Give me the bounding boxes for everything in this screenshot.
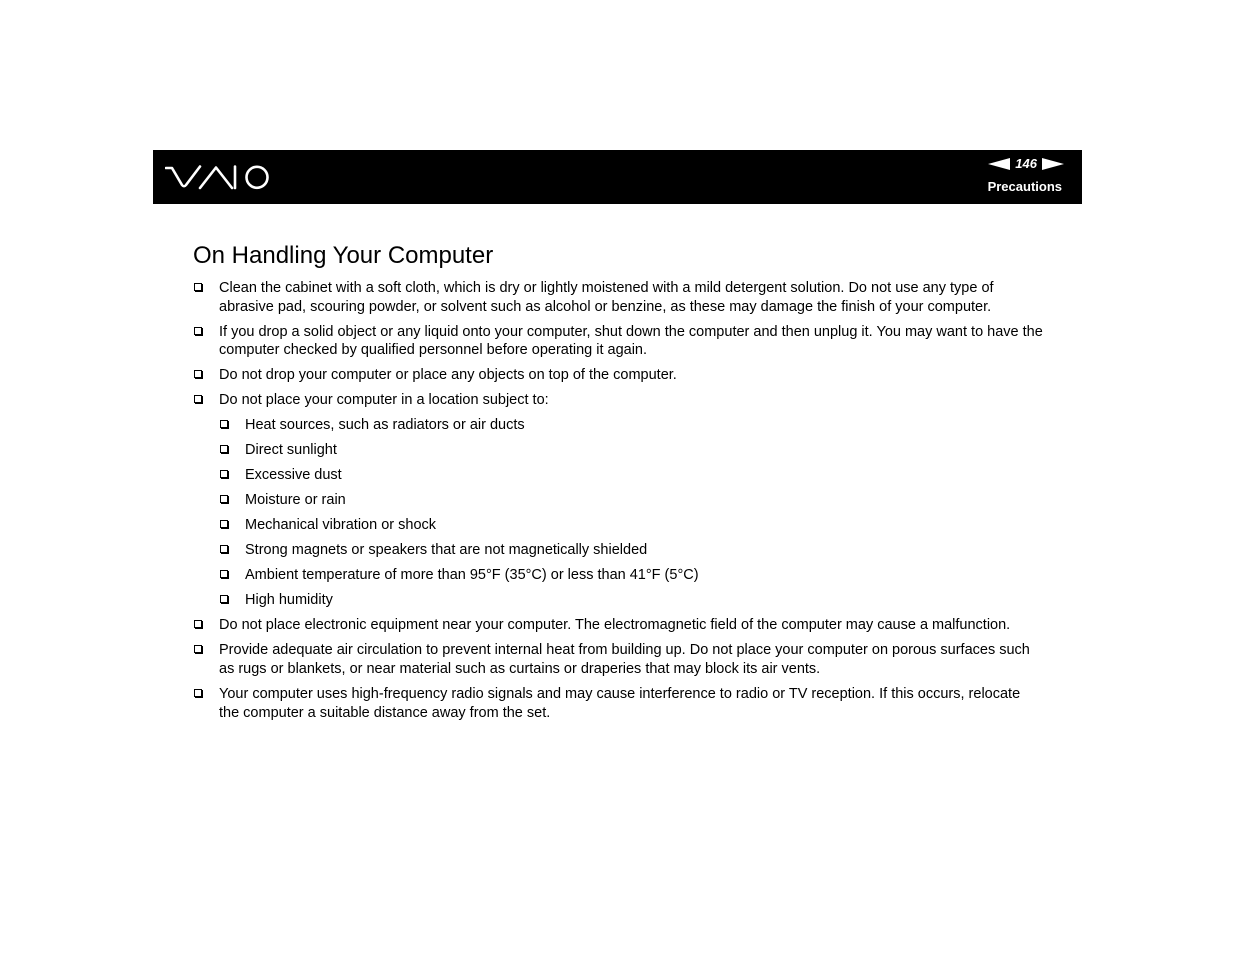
sub-list-item-text: Heat sources, such as radiators or air ducts (245, 417, 525, 434)
page-navigation (988, 156, 1064, 172)
list-item-text: Provide adequate air circulation to prevent internal heat from building up. Do not place your computer on porous surfaces such as rugs or blankets, or near material such as curtains or draperies that may block its air vents. (219, 642, 1030, 678)
precautions-list (193, 279, 1043, 723)
checkbox-bullet-icon (194, 689, 202, 697)
sub-list-item-text: Ambient temperature of more than 95°F (35°C) or less than 41°F (5°C) (245, 567, 699, 584)
list-item-text: Do not place electronic equipment near your computer. The electromagnetic field of the computer may cause a malfunction. (219, 617, 1011, 634)
checkbox-bullet-icon (220, 545, 228, 553)
checkbox-bullet-icon (220, 520, 228, 528)
sub-list-item-text: Strong magnets or speakers that are not magnetically shielded (245, 542, 648, 559)
sub-list-item-text: High humidity (245, 592, 333, 609)
header-bar (153, 150, 1082, 204)
right-arrow-icon[interactable] (1042, 158, 1064, 170)
list-item (193, 366, 1043, 385)
left-arrow-icon[interactable] (988, 158, 1010, 170)
page-title: On Handling Your Computer (193, 242, 494, 269)
list-item-text: If you drop a solid object or any liquid onto your computer, shut down the computer and then unplug it. You may want to have the computer checked by qualified personnel before operating it again. (219, 323, 1043, 359)
list-item (193, 641, 1043, 678)
section-label: Precautions (987, 179, 1062, 194)
checkbox-bullet-icon (220, 445, 228, 453)
list-item (193, 279, 1043, 316)
sub-list-item (219, 516, 1043, 535)
list-item (193, 616, 1043, 635)
checkbox-bullet-icon (220, 595, 228, 603)
sub-list-item (219, 566, 1043, 585)
content (193, 279, 1043, 729)
sub-list-item (219, 441, 1043, 460)
location-sublist (219, 416, 1043, 610)
checkbox-bullet-icon (220, 570, 228, 578)
sub-list-item-text: Direct sunlight (245, 442, 337, 459)
list-item (193, 685, 1043, 722)
checkbox-bullet-icon (194, 370, 202, 378)
list-item-text: Do not place your computer in a location subject to: (219, 392, 549, 409)
sub-list-item (219, 416, 1043, 435)
checkbox-bullet-icon (194, 327, 202, 335)
checkbox-bullet-icon (220, 470, 228, 478)
checkbox-bullet-icon (194, 395, 202, 403)
checkbox-bullet-icon (194, 645, 202, 653)
sub-list-item (219, 466, 1043, 485)
sub-list-item (219, 541, 1043, 560)
page-number: 146 (1015, 156, 1037, 171)
checkbox-bullet-icon (220, 420, 228, 428)
sub-list-item-text: Excessive dust (245, 467, 342, 484)
sub-list-item-text: Mechanical vibration or shock (245, 517, 437, 534)
list-item-text: Your computer uses high-frequency radio signals and may cause interference to radio or TV reception. If this occurs, relocate the computer a suitable distance away from the set. (219, 686, 1021, 721)
list-item (193, 391, 1043, 610)
checkbox-bullet-icon (194, 620, 202, 628)
list-item (193, 323, 1043, 360)
checkbox-bullet-icon (220, 495, 228, 503)
sub-list-item (219, 491, 1043, 510)
list-item-text: Do not drop your computer or place any objects on top of the computer. (219, 367, 677, 384)
vaio-logo (165, 164, 271, 190)
sub-list-item (219, 591, 1043, 610)
checkbox-bullet-icon (194, 283, 202, 291)
sub-list-item-text: Moisture or rain (245, 492, 346, 509)
list-item-text: Clean the cabinet with a soft cloth, which is dry or lightly moistened with a mild detergent solution. Do not use any type of abrasive pad, scouring powder, or solvent such as alcohol or benzine, as these may damage the finish of your computer. (219, 280, 994, 315)
